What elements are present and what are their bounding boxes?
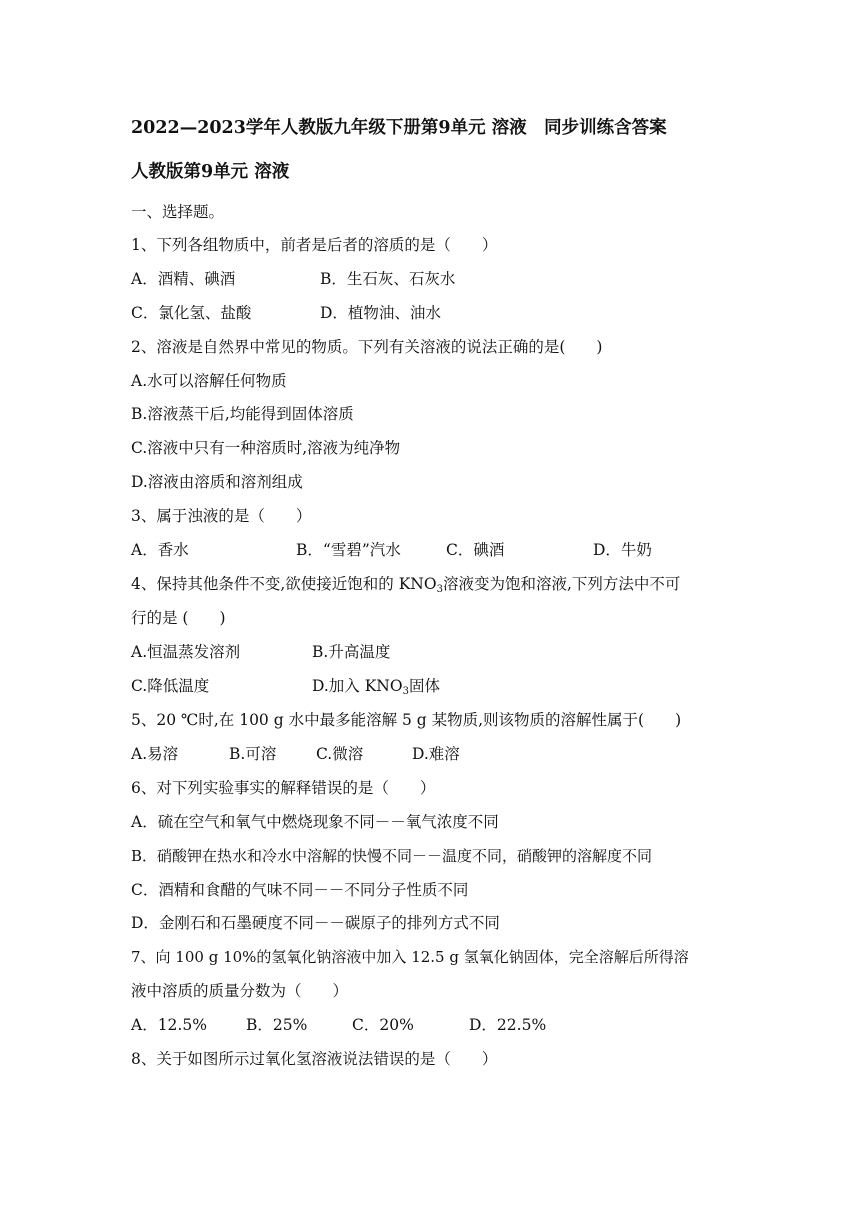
document-subtitle: 人教版第9单元 溶液 xyxy=(131,162,290,182)
question-2-option-d: D.溶液由溶质和溶剂组成 xyxy=(131,473,303,491)
question-5-option-b: B.可溶 xyxy=(229,745,277,763)
section-heading: 一、选择题。 xyxy=(131,203,225,221)
question-7-option-a: A．12.5% xyxy=(131,1016,207,1034)
question-3-option-d: D．牛奶 xyxy=(593,541,652,559)
question-2-option-c: C.溶液中只有一种溶质时,溶液为纯净物 xyxy=(131,439,401,457)
question-7-option-c: C．20% xyxy=(352,1016,414,1034)
question-7-stem-line1: 7、向 100 g 10%的氢氧化钠溶液中加入 12.5 g 氢氧化钠固体，完全溶解后所得溶 xyxy=(131,948,689,966)
question-2-option-a: A.水可以溶解任何物质 xyxy=(131,372,287,390)
question-7-stem-line2: 液中溶质的质量分数为（ ） xyxy=(131,982,349,1000)
question-1-option-c: C．氯化氢、盐酸 xyxy=(131,304,252,322)
question-4-option-b: B.升高温度 xyxy=(312,643,391,661)
question-5-option-c: C.微溶 xyxy=(316,745,364,763)
question-3-option-b: B．“雪碧”汽水 xyxy=(296,541,401,559)
question-3-option-a: A．香水 xyxy=(131,541,189,559)
question-4-stem-line2: 行的是 ( ) xyxy=(131,609,226,627)
question-7-option-b: B．25% xyxy=(246,1016,308,1034)
question-2-option-b: B.溶液蒸干后,均能得到固体溶质 xyxy=(131,405,354,423)
question-6-option-b: B．硝酸钾在热水和冷水中溶解的快慢不同－－温度不同，硝酸钾的溶解度不同 xyxy=(131,847,653,865)
question-5-option-a: A.易溶 xyxy=(131,745,179,763)
question-6-option-c: C．酒精和食醋的气味不同－－不同分子性质不同 xyxy=(131,881,469,899)
question-4-option-d xyxy=(312,676,440,699)
question-4-option-d-post: 固体 xyxy=(408,677,440,695)
question-1-stem: 1、下列各组物质中，前者是后者的溶质的是（ ） xyxy=(131,236,498,254)
question-5-option-d: D.难溶 xyxy=(412,745,460,763)
question-4-stem-pre: 4、保持其他条件不变,欲使接近饱和的 KNO xyxy=(131,575,437,593)
document-title: 2022—2023学年人教版九年级下册第9单元 溶液 同步训练含答案 xyxy=(131,118,667,138)
question-4-option-d-pre: D.加入 KNO xyxy=(312,677,403,695)
question-8-stem: 8、关于如图所示过氧化氢溶液说法错误的是（ ） xyxy=(131,1050,498,1068)
question-1-option-d: D．植物油、油水 xyxy=(320,304,441,322)
question-6-stem: 6、对下列实验事实的解释错误的是（ ） xyxy=(131,779,436,797)
question-3-option-c: C．碘酒 xyxy=(446,541,505,559)
question-4-stem-line1 xyxy=(131,574,680,597)
question-6-option-a: A．硫在空气和氧气中燃烧现象不同－－氧气浓度不同 xyxy=(131,813,499,831)
subscript-3: 3 xyxy=(402,686,409,697)
question-7-option-d: D．22.5% xyxy=(469,1016,547,1034)
question-5-stem: 5、20 ℃时,在 100 g 水中最多能溶解 5 g 某物质,则该物质的溶解性属于( ) xyxy=(131,711,682,729)
question-4-option-c: C.降低温度 xyxy=(131,677,210,695)
question-4-option-a: A.恒温蒸发溶剂 xyxy=(131,643,241,661)
question-2-stem: 2、溶液是自然界中常见的物质。下列有关溶液的说法正确的是( ) xyxy=(131,338,603,356)
question-1-option-b: B．生石灰、石灰水 xyxy=(320,270,456,288)
question-4-stem-post: 溶液变为饱和溶液,下列方法中不可 xyxy=(442,575,681,593)
subscript-3: 3 xyxy=(436,584,443,595)
question-6-option-d: D．金刚石和石墨硬度不同－－碳原子的排列方式不同 xyxy=(131,914,500,932)
question-3-stem: 3、属于浊液的是（ ） xyxy=(131,507,312,525)
question-1-option-a: A．酒精、碘酒 xyxy=(131,270,236,288)
